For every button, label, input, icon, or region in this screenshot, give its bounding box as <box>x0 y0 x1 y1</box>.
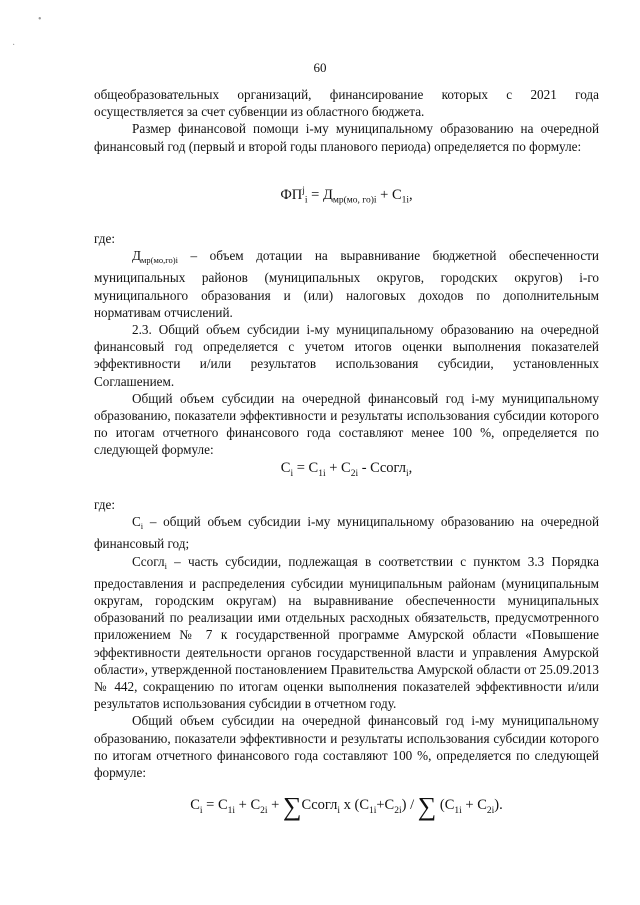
scan-mark: • <box>38 14 42 25</box>
formula-financial-aid: $ФП^j_i = Д_{мр(мо, го)i} + С_{1i}$, <box>280 186 413 206</box>
sum-symbol: ∑ <box>417 792 437 821</box>
definition-csogl: Cсогл$_i$ – часть субсидии, подлежащая в соответствии с пунктом 3.3 Порядка предоставления и распределения субсидии муниципальным районам (муниципальным округам, городским округам) на выравнивание обеспеченности муниципальных образований по реализации ими отдельных расходных обязательств, предусмотренного приложением № 7 к государственной программе Амурской области «Повышение эффективности деятельности органов государственной власти и управления Амурской области», утвержденной постановлением Правительства Амурской области от 25.09.2013 № 442, сокращению по итогам оценки выполнения показателей эффективности и/или результатов использования субсидии в отчетном году. <box>94 553 599 712</box>
paragraph: Размер финансовой помощи i-му муниципальному образованию на очередной финансовый год (первый и второй годы планового периода) определяется по формуле: <box>94 121 599 154</box>
sum-symbol: ∑ <box>282 792 302 821</box>
definitions-block <box>94 230 599 459</box>
page-number: 60 <box>313 60 327 75</box>
intro-block <box>94 86 599 155</box>
scan-mark: · <box>12 40 16 51</box>
definition-ci: $C_i$ – общий объем субсидии i-му муниципальному образованию на очередной финансовый год; <box>94 514 599 552</box>
where-label: где: <box>94 497 115 512</box>
formula-subsidy-less: $C_i = C_{1i} + C_{2i}$ - Cсогл$_i$, <box>280 460 413 479</box>
paragraph-2-3: 2.3. Общий объем субсидии i-му муниципальному образованию на очередной финансовый год определяется с учетом итогов оценки выполнения показателей эффективности и/или результатов использования субсидии, установленных Соглашением. <box>94 322 599 389</box>
paragraph: Общий объем субсидии на очередной финансовый год i-му муниципальному образованию, показатели эффективности и результаты использования субсидии которого по итогам отчетного финансового года составляют менее 100 %, определяется по следующей формуле: <box>94 390 599 458</box>
definitions-block-2 <box>94 496 599 781</box>
definition-dotation: $Д_{мр(мо,го)i}$ – объем дотации на выравнивание бюджетной обеспеченности муниципальных районов (муниципальных округов, городских округов) i-го муниципального образования и (или) налоговых доходов по дополнительным нормативам отчислений. <box>94 248 599 320</box>
paragraph: Общий объем субсидии на очередной финансовый год i-му муниципальному образованию, показатели эффективности и результаты использования субсидии которого по итогам отчетного финансового года составляют 100 %, определяется по следующей формуле: <box>94 713 599 781</box>
formula-subsidy-full: $C_i = C_{1i} + C_{2i}$ + ∑Cсогл$_i$ x $(C_{1i}+C_{2i})$ / ∑ $(C_{1i} + C_{2i})$. <box>190 792 503 821</box>
paragraph: общеобразовательных организаций, финансирование которых с 2021 года осуществляется за счет субвенции из областного бюджета. <box>94 87 599 120</box>
where-label: где: <box>94 231 115 246</box>
